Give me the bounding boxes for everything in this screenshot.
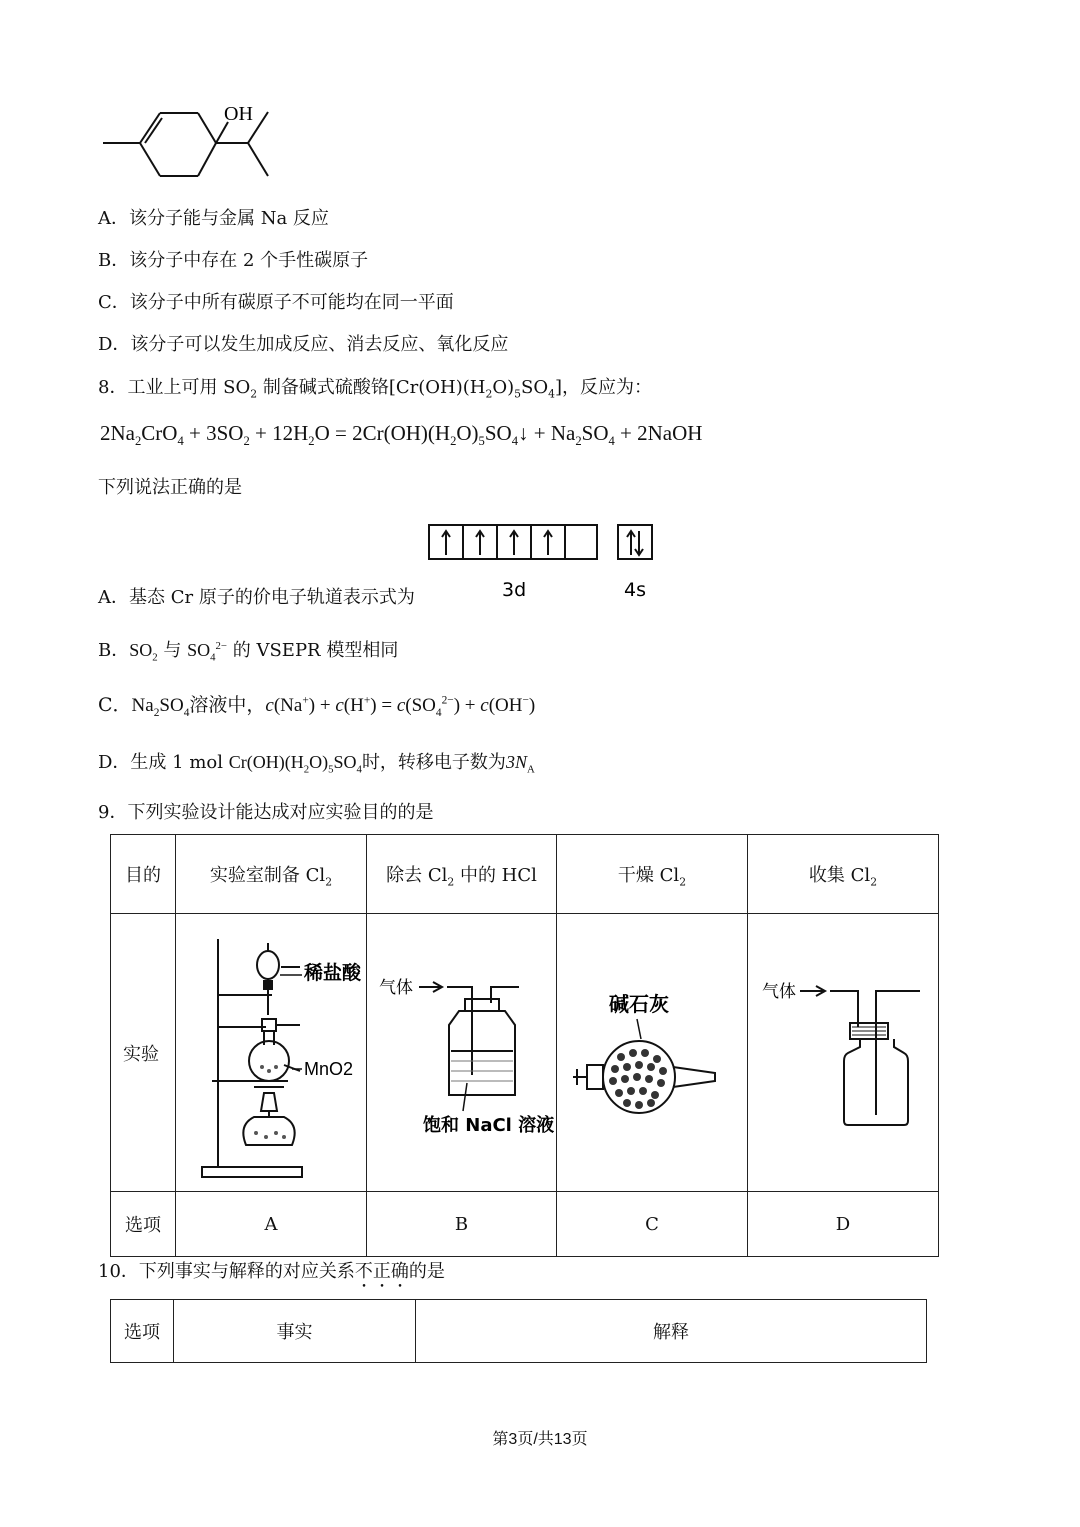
q9-experiment-row [111,914,939,1192]
q8-option-c: C．$Na_2SO_4$溶液中，$c(Na^+) + c(H^+) = c(SO_4^{2-}) + c(OH^-)$ [98,694,536,719]
q9-purpose-d: 收集 $Cl_2$ [748,835,939,914]
q9-stem: 9．下列实验设计能达成对应实验目的的是 [98,802,434,823]
q9-option-c: C [557,1192,748,1257]
q8-option-d: D．生成 1 mol $Cr(OH)(H_2O)_5SO_4$时，转移电子数为$3N_A$ [98,752,535,776]
q9-option-a: A [176,1192,367,1257]
q10-table [110,1299,927,1363]
q9-purpose-row [111,835,939,914]
q10-stem: 10．下列事实与解释的对应关系不正确的是 [98,1261,445,1282]
q10-header-fact: 事实 [174,1300,416,1363]
q9-header-experiment: 实验 [111,914,176,1192]
q9-option-b: B [367,1192,557,1257]
soda-lime-label: 碱石灰 [609,992,669,1016]
dilute-hcl-label: 稀盐酸 [304,962,362,984]
orbital-4s-label: 4s [624,579,646,601]
q9-purpose-c: 干燥 $Cl_2$ [557,835,748,914]
drying-tube-figure [557,915,747,1185]
q10-emphasis: 不正确 [354,1261,409,1282]
orbital-3d-label: 3d [502,579,527,601]
q9-figure-c [557,914,748,1192]
q7-option-c: C．该分子中所有碳原子不可能均在同一平面 [98,292,454,313]
q9-table [110,834,939,1257]
q9-header-option: 选项 [111,1192,176,1257]
gas-collection-bottle-figure [748,915,938,1185]
q7-option-a: A．该分子能与金属 Na 反应 [98,208,329,229]
q9-header-purpose: 目的 [111,835,176,914]
q7-option-d: D．该分子可以发生加成反应、消去反应、氧化反应 [98,334,509,355]
molecule-structure [98,96,288,188]
q10-header-explanation: 解释 [416,1300,927,1363]
gas-d-label: 气体 [762,982,796,1002]
q9-option-row [111,1192,939,1257]
orbital-diagram [426,520,666,606]
q7-option-b: B．该分子中存在 2 个手性碳原子 [98,250,369,271]
q8-prompt: 下列说法正确的是 [98,477,242,498]
q9-option-d: D [748,1192,939,1257]
q8-reaction-equation: $2Na_2CrO_4 + 3SO_2 + 12H_2O$ = $2Cr(OH)(H_2O)_5SO_4↓ + Na_2SO_4$ + 2NaOH [100,421,703,449]
q8-stem: 8．工业上可用 $SO_2$ 制备碱式硫酸铬$[Cr(OH)(H_2O)_5SO_4]$，反应为： [98,377,653,401]
chlorine-generator-figure [176,915,366,1185]
q10-header-option: 选项 [111,1300,174,1363]
oh-label: OH [224,103,253,125]
gas-washing-bottle-figure [367,915,556,1185]
q8-option-b: B．$SO_2$ 与 $SO_4^{2-}$ 的 VSEPR 模型相同 [98,640,399,664]
q9-purpose-b: 除去 $Cl_2$ 中的 HCl [367,835,557,914]
mno2-label: MnO2 [304,1059,354,1079]
q9-figure-b [367,914,557,1192]
q9-figure-a [176,914,367,1192]
saturated-nacl-label: 饱和 NaCl 溶液 [423,1115,555,1136]
q10-header-row [111,1300,927,1363]
page-footer: 第3页/共13页 [492,1431,588,1448]
gas-b-label: 气体 [379,978,413,998]
q9-figure-d [748,914,939,1192]
q8-option-a: A．基态 Cr 原子的价电子轨道表示式为 [98,587,415,608]
q9-purpose-a: 实验室制备 $Cl_2$ [176,835,367,914]
